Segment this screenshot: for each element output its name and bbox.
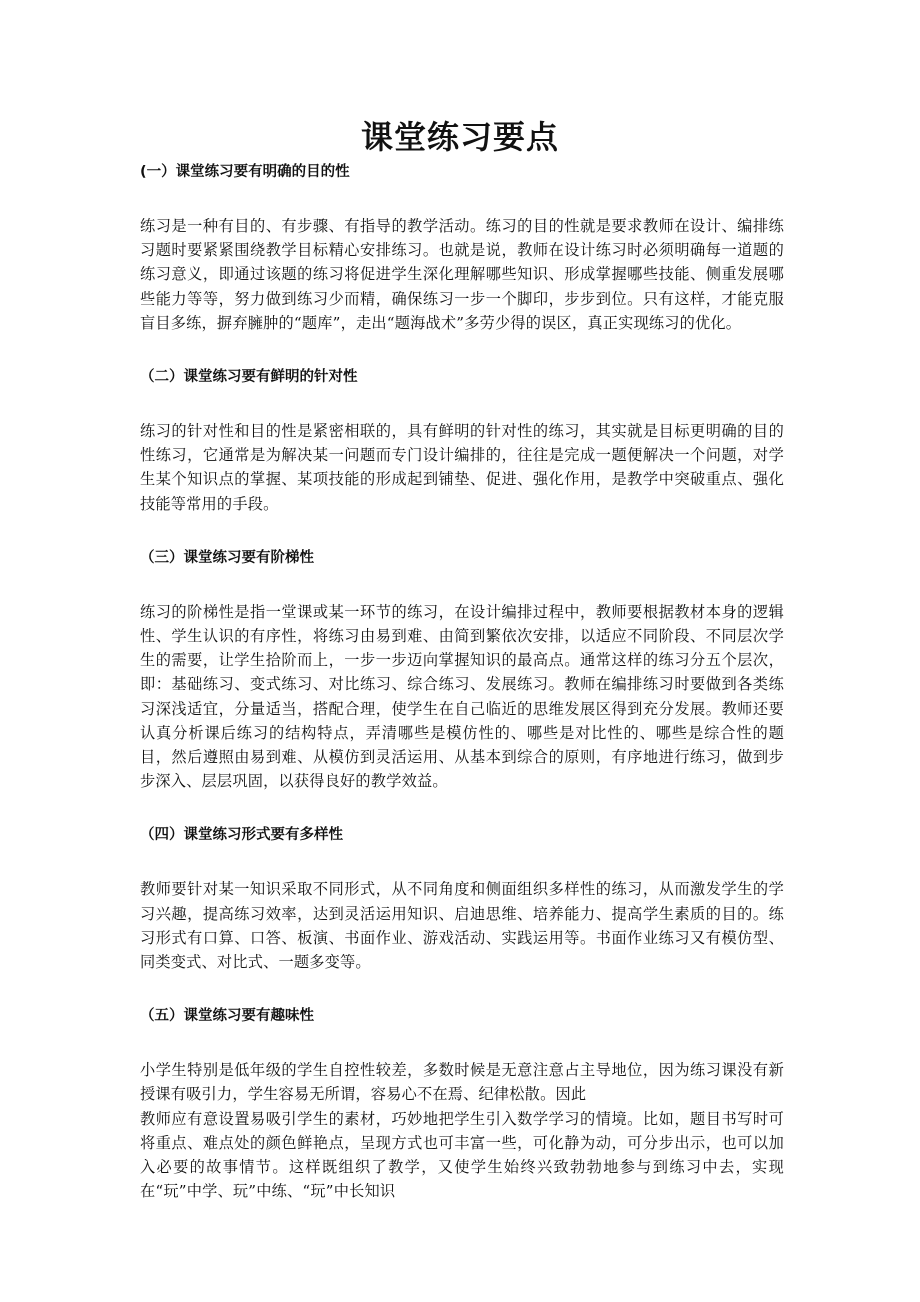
section-5	[140, 1004, 784, 1203]
section-4	[140, 823, 784, 1004]
section-2	[140, 365, 784, 546]
section-1	[140, 160, 784, 365]
section-heading: （二）课堂练习要有鲜明的针对性	[140, 369, 358, 386]
section-heading: (一）课堂练习要有明确的目的性	[140, 164, 350, 180]
section-paragraph: 练习的针对性和目的性是紧密相联的，具有鲜明的针对性的练习，其实就是目标更明确的目的性练习，它通常是为解决某一问题而专门设计编排的，往往是完成一题便解决一个问题，对学生某个知识点的掌握、某项技能的形成起到铺垫、促进、强化作用，是教学中突破重点、强化技能等常用的手段。	[140, 422, 784, 513]
section-paragraph: 小学生特别是低年级的学生自控性较差，多数时候是无意注意占主导地位，因为练习课没有新授课有吸引力，学生容易无所谓，容易心不在焉、纪律松散。因此	[140, 1061, 784, 1104]
section-heading: （三）课堂练习要有阶梯性	[140, 549, 314, 566]
section-3	[140, 546, 784, 824]
section-heading: （五）课堂练习要有趣味性	[140, 1008, 314, 1025]
section-paragraph: 练习的阶梯性是指一堂课或某一环节的练习，在设计编排过程中，教师要根据教材本身的逻辑性、学生认识的有序性，将练习由易到难、由简到繁依次安排，以适应不同阶段、不同层次学生的需要，让学生拾阶而上，一步一步迈向掌握知识的最高点。通常这样的练习分五个层次，即：基础练习、变式练习、对比练习、综合练习、发展练习。教师在编排练习时要做到各类练习深浅适宜，分量适当，搭配合理，使学生在自己临近的思维发展区得到充分发展。教师还要认真分析课后练习的结构特点，弄清哪些是模仿性的、哪些是对比性的、哪些是综合性的题目，然后遵照由易到难、从模仿到灵活运用、从基本到综合的原则，有序地进行练习，做到步步深入、层层巩固，以获得良好的教学效益。	[140, 602, 784, 791]
page-title: 课堂练习要点	[360, 118, 559, 156]
section-heading: （四）课堂练习形式要有多样性	[140, 827, 343, 844]
document-body	[140, 160, 784, 1203]
section-paragraph: 教师应有意设置易吸引学生的素材，巧妙地把学生引入数学学习的情境。比如，题目书写时可将重点、难点处的颜色鲜艳点，呈现方式也可丰富一些，可化静为动，可分步出示，也可以加入必要的故事情节。这样既组织了教学，又使学生始终兴致勃勃地参与到练习中去，实现在“玩”中学、玩”中练、“玩”中长知识	[140, 1109, 784, 1201]
section-paragraph: 练习是一种有目的、有步骤、有指导的教学活动。练习的目的性就是要求教师在设计、编排练习题时要紧紧围绕教学目标精心安排练习。也就是说，教师在设计练习时必须明确每一道题的练习意义，即通过该题的练习将促进学生深化理解哪些知识、形成掌握哪些技能、侧重发展哪些能力等等，努力做到练习少而精，确保练习一步一个脚印，步步到位。只有这样，才能克服盲目多练，摒弃臃肿的“题库”，走出“题海战术”多劳少得的误区，真正实现练习的优化。	[140, 217, 784, 332]
section-paragraph: 教师要针对某一知识采取不同形式，从不同角度和侧面组织多样性的练习，从而激发学生的学习兴趣，提高练习效率，达到灵活运用知识、启迪思维、培养能力、提高学生素质的目的。练习形式有口算、口答、板演、书面作业、游戏活动、实践运用等。书面作业练习又有模仿型、同类变式、对比式、一题多变等。	[140, 880, 784, 972]
